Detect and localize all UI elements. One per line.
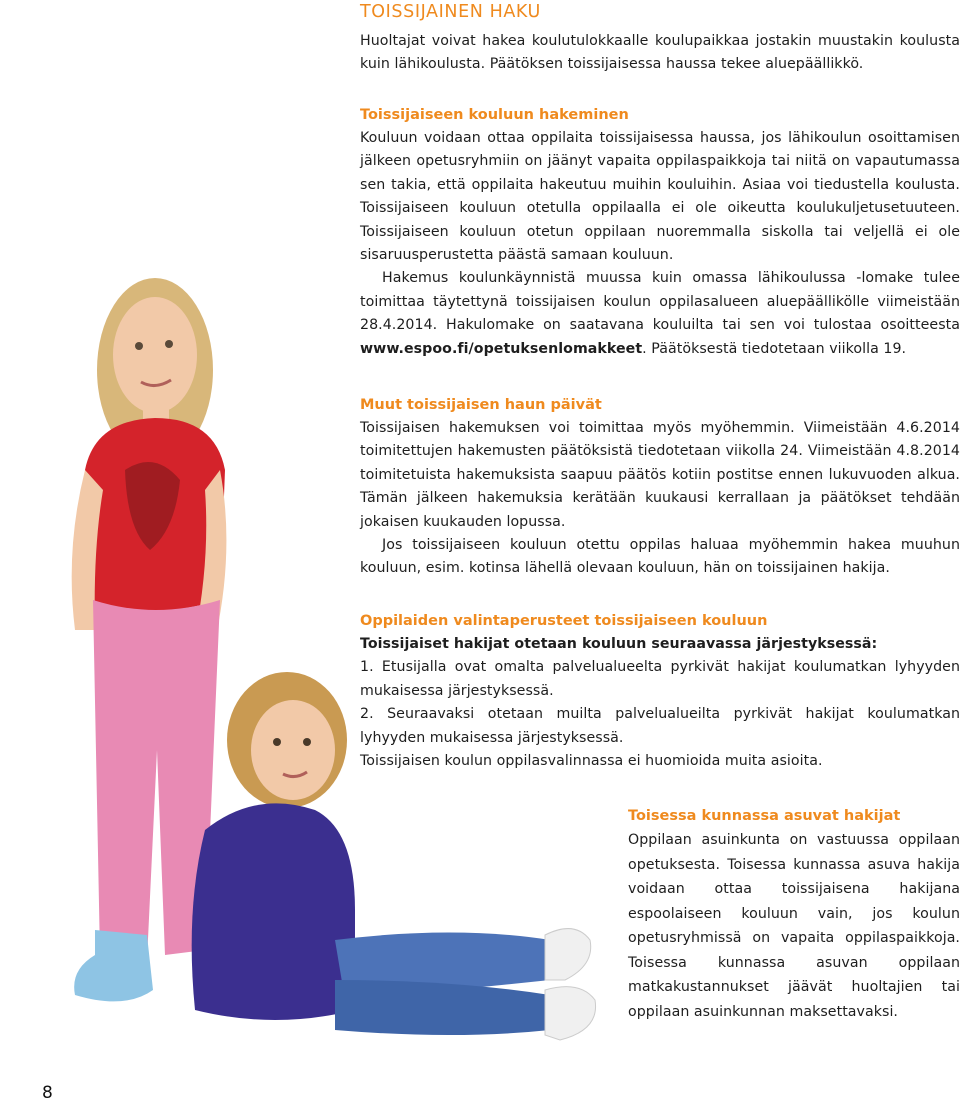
paragraph-text: . Päätöksestä tiedotetaan viikolla 19.	[642, 340, 907, 357]
jeans-shape	[335, 980, 550, 1035]
section-heading: Toissijaiseen kouluun hakeminen	[360, 107, 629, 123]
list-item: 2. Seuraavaksi otetaan muilta palvelualueilta pyrkivät hakijat koulumatkan lyhyyden mukaisessa järjestyksessä.	[360, 706, 960, 746]
section-subheading: Toissijaiset hakijat otetaan kouluun seuraavassa järjestyksessä:	[360, 636, 878, 652]
eye-shape	[303, 738, 311, 746]
section-heading: Muut toissijaisen haun päivät	[360, 397, 602, 413]
children-photo	[55, 150, 615, 1050]
section-paragraph: Kouluun voidaan ottaa oppilaita toissijaisessa haussa, jos lähikoulun osoittamisen jälkeen opetusryhmiin on jäänyt vapaita oppilaspaikkoja tai niitä on vapautumassa sen takia, että oppilaita hakeutuu muihin kouluihin. Asiaa voi tiedustella koulusta. Toissijaiseen kouluun otetulla oppilaalla ei ole oikeutta koulukuljetusetuuteen. Toissijaiseen kouluun otetun oppilaan nuoremmalla siskolla tai veljellä ei ole sisaruusperustetta päästä samaan kouluun.	[360, 130, 960, 264]
eye-shape	[273, 738, 281, 746]
face-shape	[251, 700, 335, 800]
eye-shape	[165, 340, 173, 348]
sock-shape	[545, 929, 591, 980]
list-item: 1. Etusijalla ovat omalta palvelualueelta pyrkivät hakijat koulumatkan lyhyyden mukaisessa järjestyksessä.	[360, 659, 960, 699]
face-shape	[113, 297, 197, 413]
section-note: Toissijaisen koulun oppilasvalinnassa ei huomioida muita asioita.	[360, 753, 823, 770]
section-paragraph: Oppilaan asuinkunta on vastuussa oppilaan opetuksesta. Toisessa kunnassa asuva hakija voidaan ottaa toissijaisena hakijana espoolaiseen kouluun vain, jos koulun opetusryhmissä on vapaita oppilaspaikkoja. Toisessa kunnassa asuvan oppilaan matkakustannukset jäävät huoltajien tai oppilaan asuinkunnan maksettavaksi.	[628, 832, 960, 1020]
sock-shape	[74, 930, 153, 1001]
eye-shape	[135, 342, 143, 350]
section-paragraph: Toissijaisen hakemuksen voi toimittaa myös myöhemmin. Viimeistään 4.6.2014 toimitettujen hakemusten päätöksistä tiedotetaan viikolla 24. Viimeistään 4.8.2014 toimitetuista hakemuksista saapuu päätös kotiin postitse ennen lukuvuoden alkua. Tämän jälkeen hakemuksia kerätään kuukausi kerrallaan ja päätökset tehdään jokaisen kuukauden lopussa.	[360, 420, 960, 530]
purple-dress-shape	[192, 803, 355, 1020]
section-heading: Oppilaiden valintaperusteet toissijaiseen kouluun	[360, 613, 768, 629]
section-paragraph: Jos toissijaiseen kouluun otettu oppilas haluaa myöhemmin hakea muuhun kouluun, esim. kotinsa lähellä olevaan kouluun, hän on toissijainen hakija.	[360, 537, 960, 577]
section-heading: Toisessa kunnassa asuvat hakijat	[628, 808, 901, 824]
paragraph-text: Hakemus koulunkäynnistä muussa kuin omassa lähikoulussa -lomake tulee toimittaa täytettynä toissijaisen koulun oppilasalueen aluepäällikölle viimeistään 28.4.2014. Hakulomake on saatavana kouluilta tai sen voi tulostaa osoitteesta	[360, 270, 960, 334]
section-toinen-kunta	[628, 805, 960, 1024]
page-title: TOISSIJAINEN HAKU	[360, 2, 541, 22]
intro-block	[360, 30, 960, 77]
sock-shape	[545, 987, 596, 1040]
intro-paragraph: Huoltajat voivat hakea koulutulokkaalle koulupaikkaa jostakin muustakin koulusta kuin lähikoulusta. Päätöksen toissijaisessa haussa tekee aluepäällikkö.	[360, 33, 960, 73]
form-url-link[interactable]: www.espoo.fi/opetuksenlomakkeet	[360, 340, 643, 357]
page-number: 8	[42, 1083, 53, 1103]
